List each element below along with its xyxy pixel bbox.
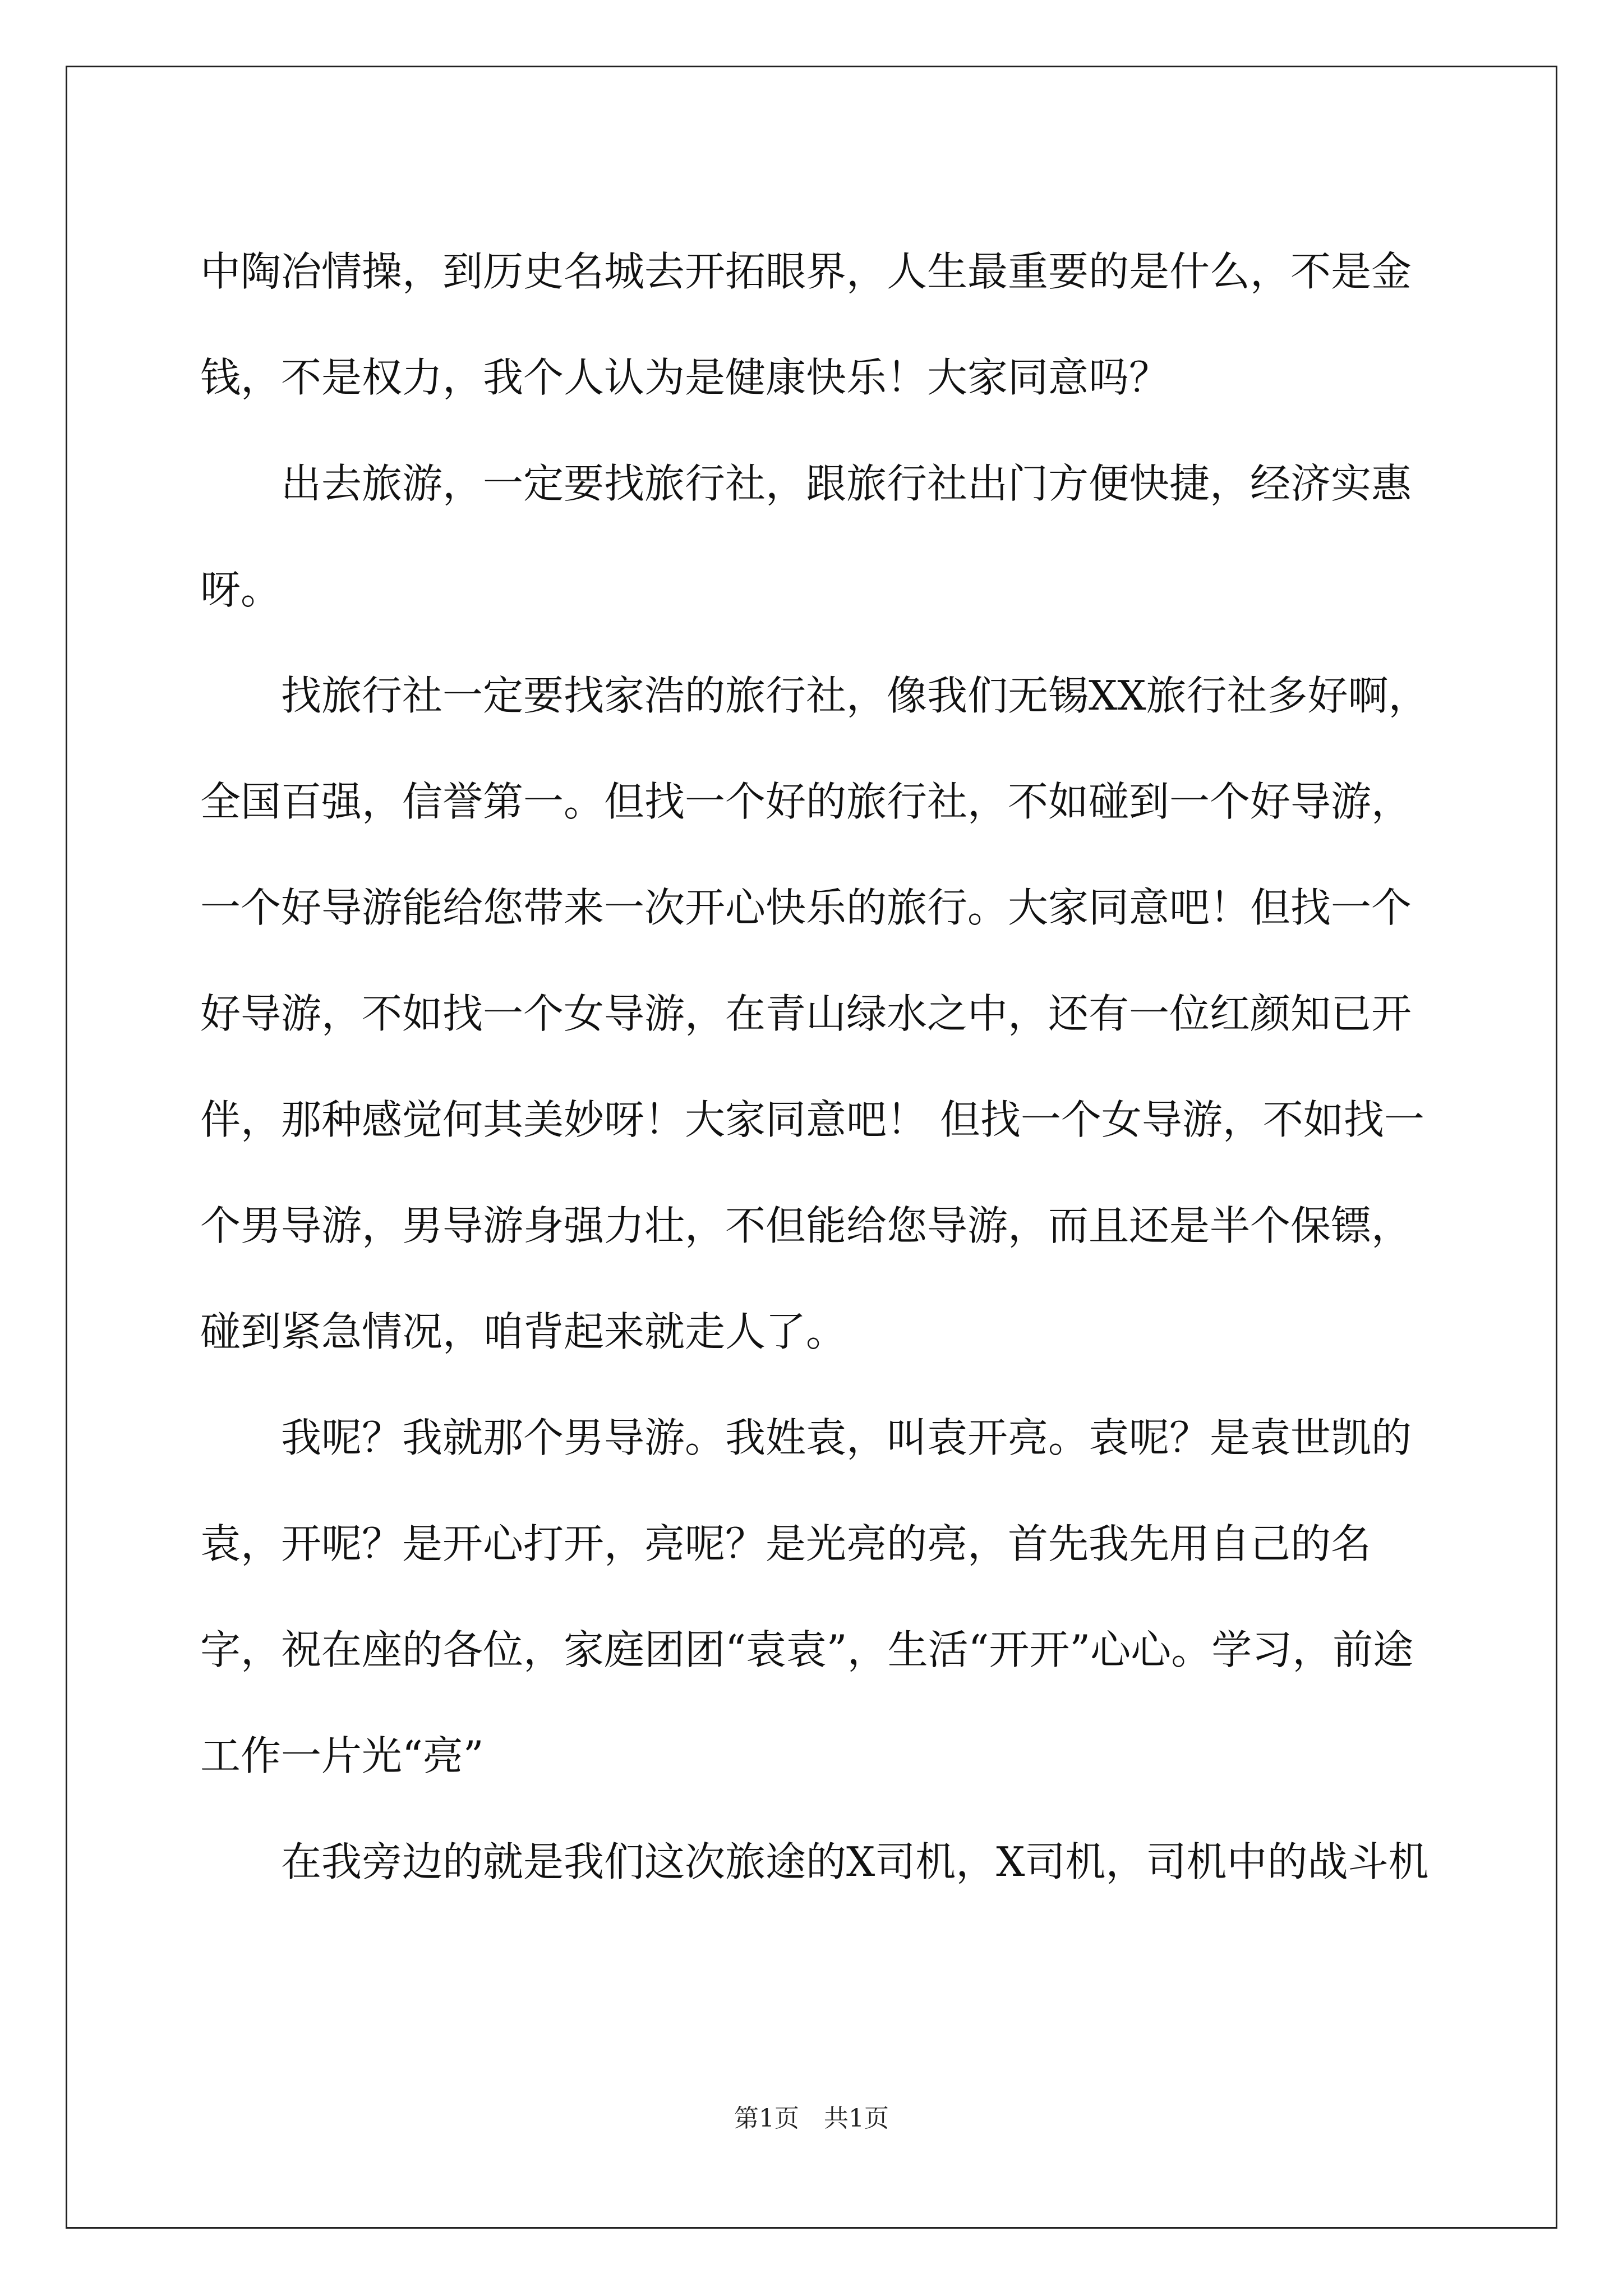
paragraph-1: 中陶冶情操，到历史名城去开拓眼界，人生最重要的是什么，不是金钱，不是权力，我个人认为是健康快乐！大家同意吗？	[200, 248, 1412, 401]
document-body	[200, 219, 1434, 1915]
paragraph-5: 在我旁边的就是我们这次旅途的X司机，X司机，司机中的战斗机	[281, 1838, 1429, 1885]
paragraph-3: 找旅行社一定要找家浩的旅行社，像我们无锡XX旅行社多好啊，全国百强，信誉第一。但找一个好的旅行社，不如碰到一个好导游，一个好导游能给您带来一次开心快乐的旅行。大家同意吧！但找一个好导游，不如找一个女导游，在青山绿水之中，还有一位红颜知已开伴，那种感觉何其美妙呀！大家同意吧！ 但找一个女导游，不如找一个男导游，男导游身强力壮，不但能给您导游，而且还是半个保镖，碰到紧急情况，咱背起来就走人了。	[200, 672, 1429, 1355]
paragraph-4: 我呢？我就那个男导游。我姓袁，叫袁开亮。袁呢？是袁世凯的袁，开呢？是开心打开，亮呢？是光亮的亮，首先我先用自己的名字，祝在座的各位，家庭团团“袁袁”，生活“开开”心心。学习，前途工作一片光“亮”	[200, 1414, 1414, 1779]
page-footer: 第1页 共1页	[734, 2104, 889, 2133]
paragraph-2: 出去旅游，一定要找旅行社，跟旅行社出门方便快捷，经济实惠呀。	[200, 460, 1412, 613]
